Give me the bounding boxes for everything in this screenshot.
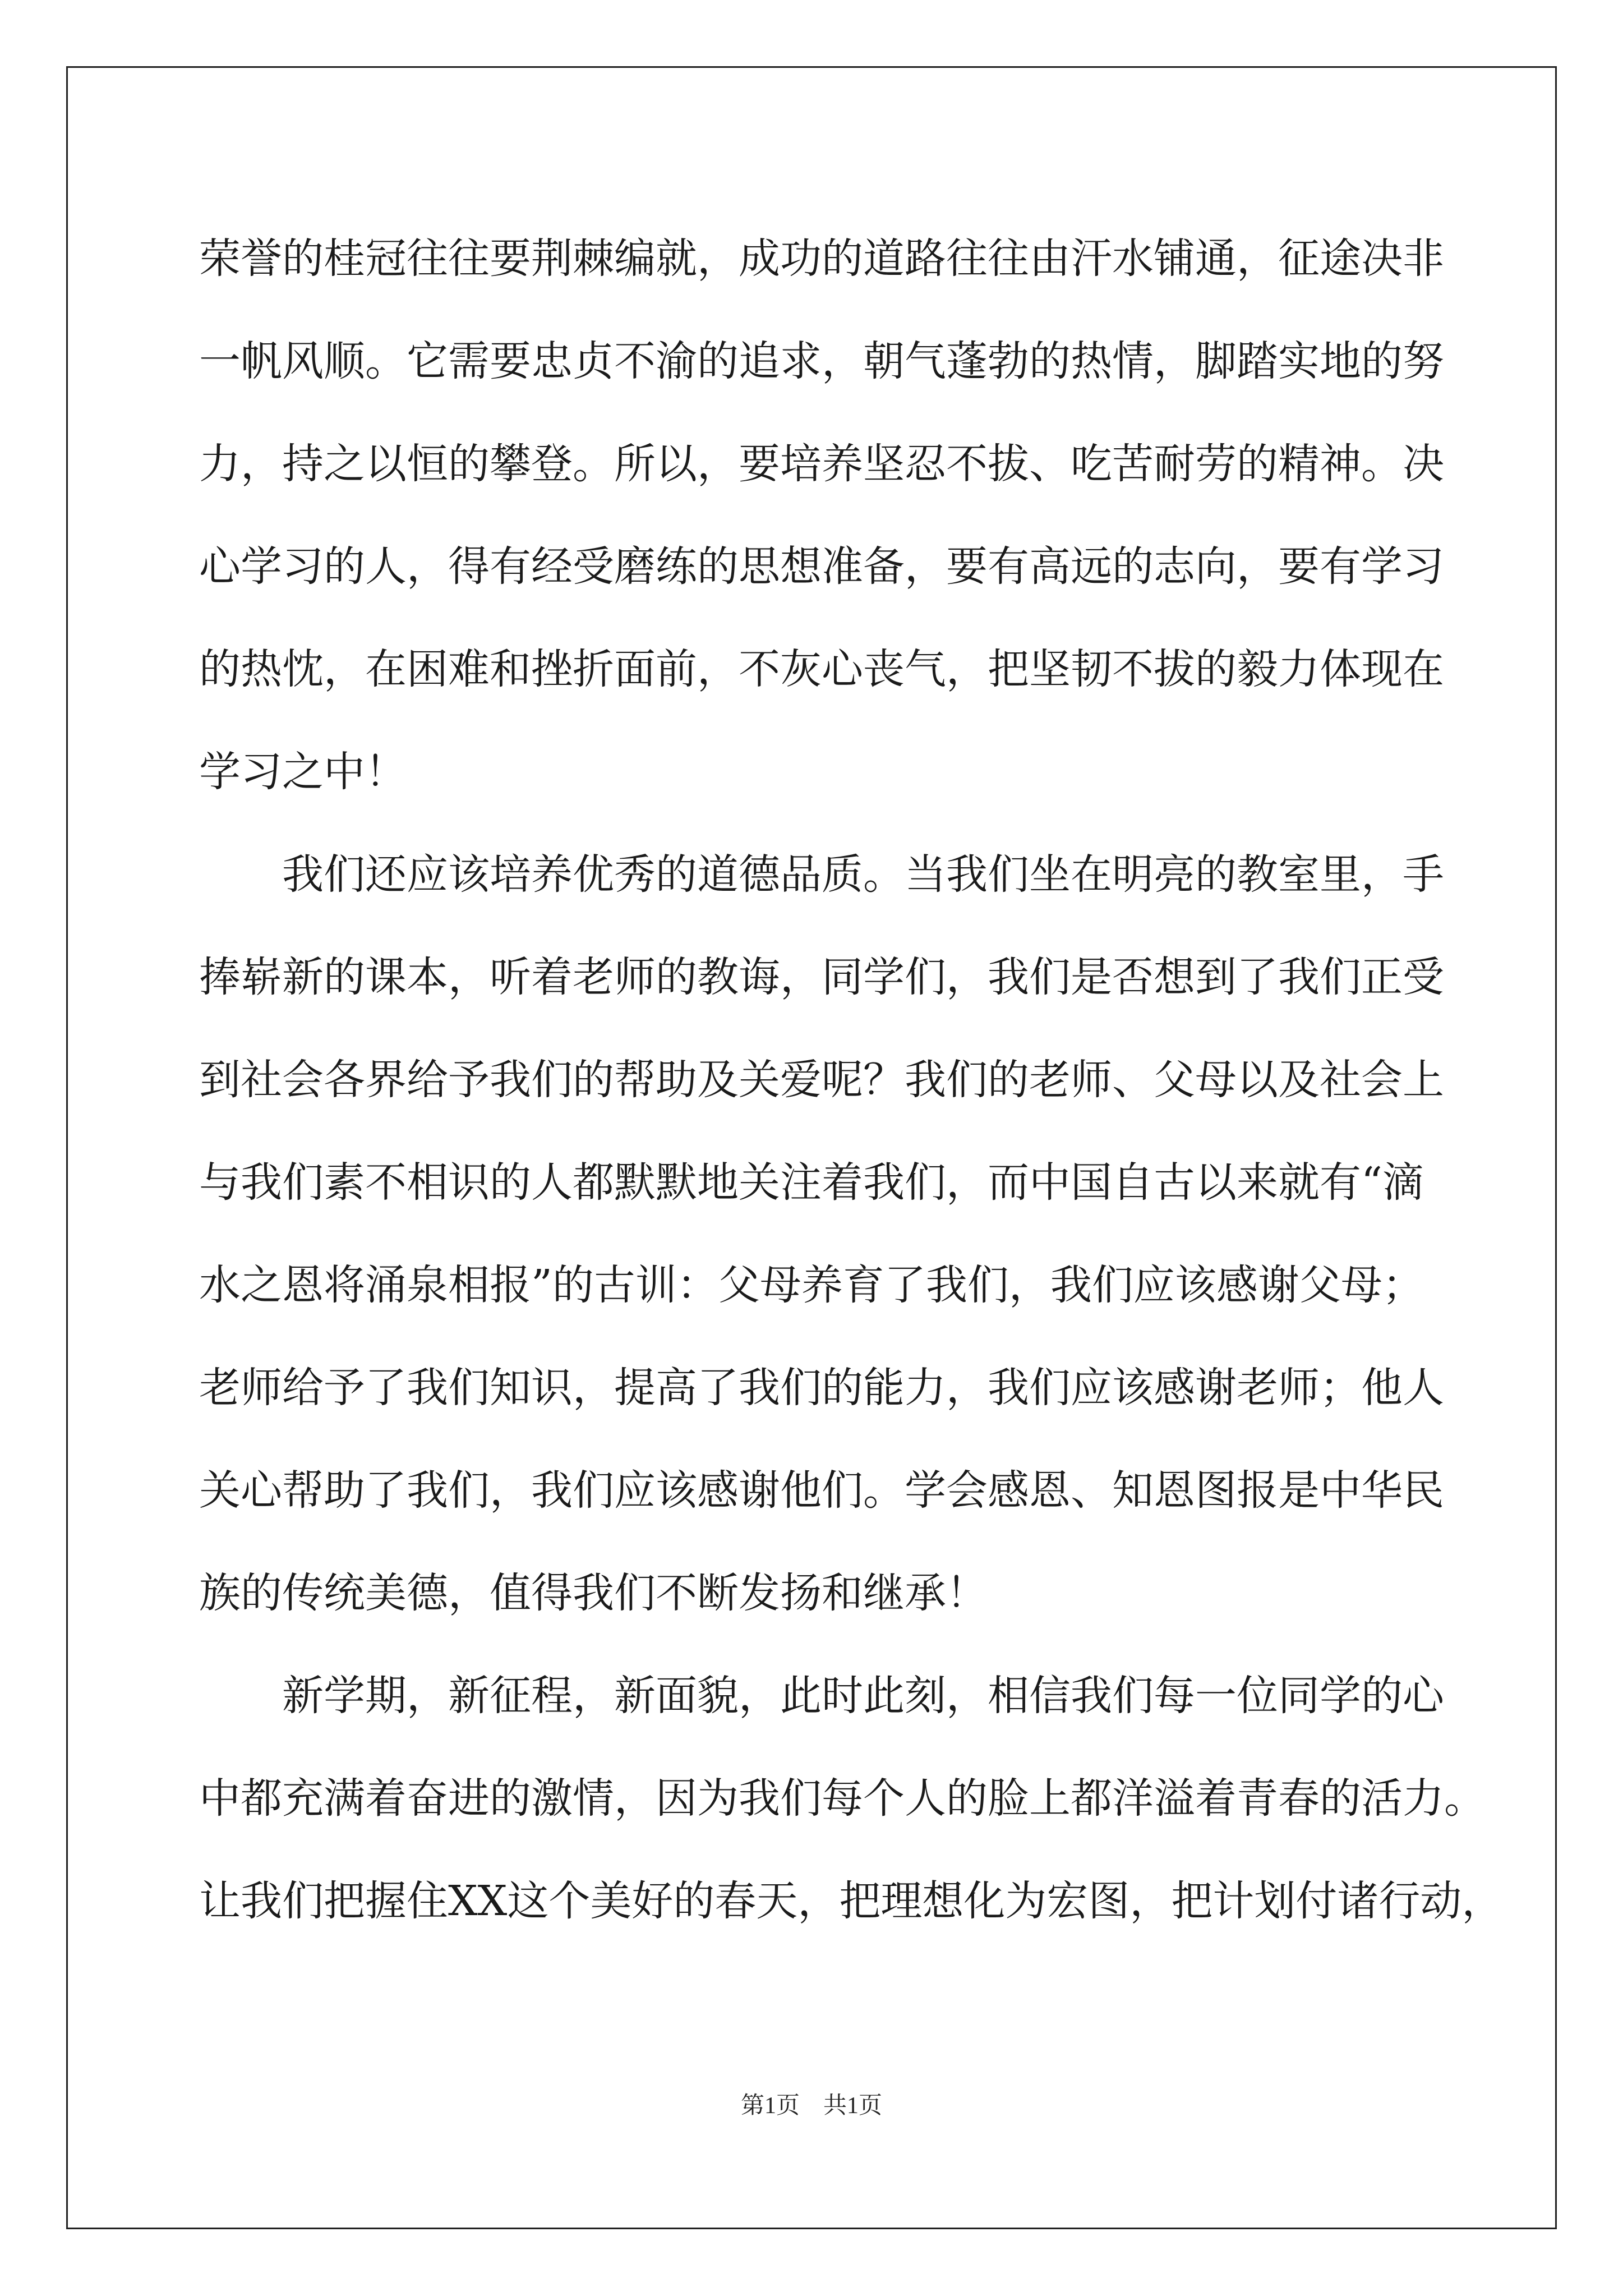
text-line: 学习之中！ [199, 748, 407, 796]
text-line: 力，持之以恒的攀登。所以，要培养坚忍不拔、吃苦耐劳的精神。决 [199, 440, 1444, 488]
text-line: 中都充满着奋进的激情，因为我们每个人的脸上都洋溢着青春的活力。 [199, 1774, 1486, 1823]
text-line: 我们还应该培养优秀的道德品质。当我们坐在明亮的教室里，手 [282, 850, 1444, 899]
text-line: 一帆风顺。它需要忠贞不渝的追求，朝气蓬勃的热情，脚踏实地的努 [199, 337, 1444, 385]
text-line: 新学期，新征程，新面貌，此时此刻，相信我们每一位同学的心 [282, 1672, 1444, 1720]
text-line: 水之恩将涌泉相报”的古训：父母养育了我们，我们应该感谢父母； [199, 1261, 1424, 1309]
text-line: 到社会各界给予我们的帮助及关爱呢？我们的老师、父母以及社会上 [199, 1056, 1444, 1104]
text-line: 族的传统美德，值得我们不断发扬和继承！ [199, 1569, 988, 1617]
text-line: 捧崭新的课本，听着老师的教诲，同学们，我们是否想到了我们正受 [199, 953, 1444, 1001]
page-footer: 第1页 共1页 [740, 2093, 882, 2119]
text-line: 老师给予了我们知识，提高了我们的能力，我们应该感谢老师；他人 [199, 1364, 1444, 1412]
text-line: 让我们把握住XX这个美好的春天，把理想化为宏图，把计划付诸行动， [199, 1877, 1504, 1925]
document-body [199, 208, 1504, 1953]
text-line: 的热忱，在困难和挫折面前，不灰心丧气，把坚韧不拔的毅力体现在 [199, 645, 1444, 693]
text-line: 与我们素不相识的人都默默地关注着我们，而中国自古以来就有“滴 [199, 1158, 1424, 1207]
text-line: 荣誉的桂冠往往要荆棘编就，成功的道路往往由汗水铺通，征途决非 [199, 234, 1444, 283]
text-line: 心学习的人，得有经受磨练的思想准备，要有高远的志向，要有学习 [199, 542, 1444, 591]
text-line: 关心帮助了我们，我们应该感谢他们。学会感恩、知恩图报是中华民 [199, 1466, 1444, 1515]
